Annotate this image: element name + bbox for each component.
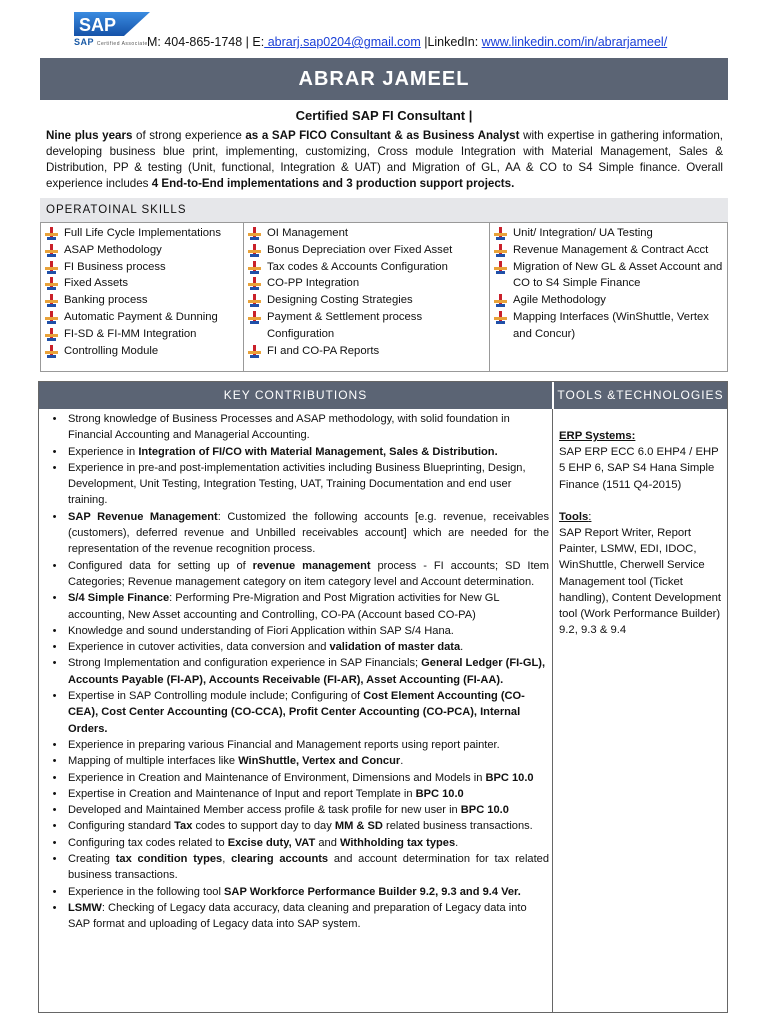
contribution-item — [41, 737, 549, 753]
column-divider — [552, 409, 553, 1012]
pin-icon — [45, 261, 58, 274]
skill-label: Payment & Settlement process Configuration — [267, 310, 423, 340]
tools-panel — [559, 428, 723, 638]
contribution-text: Expertise in Creation and Maintenance of Input and report Template in BPC 10.0 — [68, 787, 464, 800]
bullet-icon: • — [52, 461, 57, 474]
contribution-item — [41, 786, 549, 802]
skill-label: Tax codes & Accounts Configuration — [267, 260, 448, 273]
skill-label: Revenue Management & Contract Acct — [513, 243, 709, 256]
skill-label: ASAP Methodology — [64, 243, 162, 256]
bullet-icon: • — [52, 787, 57, 800]
contribution-item — [41, 509, 549, 558]
skills-section-title: OPERATOINAL SKILLS — [40, 198, 728, 222]
pin-icon — [45, 227, 58, 240]
skill-label: FI-SD & FI-MM Integration — [64, 327, 197, 340]
contribution-text: Configuring tax codes related to Excise duty, VAT and Withholding tax types. — [68, 836, 459, 849]
contribution-item — [41, 460, 549, 509]
bullet-icon: • — [52, 804, 57, 817]
skill-label: FI and CO-PA Reports — [267, 344, 380, 357]
tools-text: SAP Report Writer, Report Painter, LSMW, EDI, IDOC, WinShuttle, Cherwell Service Management tool (Ticket handling), Content Development tool (Work Performance Builder) 9.2, 9.3 & 9.4 — [559, 527, 722, 637]
contribution-text: Experience in pre-and post-implementation activities including Business Blueprinting, Design, Development, Unit Testing, Integration Testing, UAT, Training Documentation and end user training. — [68, 461, 526, 507]
contributions-list — [41, 411, 549, 933]
skill-item — [45, 259, 239, 276]
pin-icon — [248, 261, 261, 274]
skills-column-3 — [490, 223, 727, 371]
skill-label: Designing Costing Strategies — [267, 294, 413, 307]
linkedin-label: |LinkedIn: — [420, 35, 482, 49]
skill-label: Bonus Depreciation over Fixed Asset — [267, 243, 453, 256]
pin-icon — [494, 294, 507, 307]
pin-icon — [45, 244, 58, 257]
contribution-item — [41, 639, 549, 655]
skill-item — [45, 242, 239, 259]
skill-item — [45, 326, 239, 343]
skill-item — [248, 259, 485, 276]
skills-table — [40, 222, 728, 372]
skill-item — [248, 292, 485, 309]
bullet-icon: • — [52, 901, 57, 914]
contribution-text: Developed and Maintained Member access profile & task profile for new user in BPC 10.0 — [68, 804, 509, 817]
pin-icon — [494, 244, 507, 257]
sap-logo-text: SAP — [79, 15, 117, 35]
skill-label: Banking process — [64, 294, 148, 307]
pin-icon — [45, 328, 58, 341]
skill-item — [45, 292, 239, 309]
contribution-text: SAP Revenue Management: Customized the following accounts [e.g. revenue, receivables (customers), deferred revenue and Unbilled receivables account] which are needed for the representation of the revenue recognition process. — [68, 510, 549, 556]
sap-certified-logo — [74, 12, 150, 50]
pin-icon — [248, 277, 261, 290]
skill-item — [45, 309, 239, 326]
contribution-text: Expertise in SAP Controlling module include; Configuring of Cost Element Accounting (CO-CEA), Cost Center Accounting (CO-CCA), Profit Center Accounting (CO-PCA), Internal Orders. — [68, 690, 525, 735]
contributions-table — [38, 381, 728, 1013]
contribution-text: Experience in Integration of FI/CO with Material Management, Sales & Distribution. — [68, 445, 498, 458]
contribution-text: Experience in the following tool SAP Workforce Performance Builder 9.2, 9.3 and 9.4 Ver. — [68, 885, 521, 898]
bullet-icon: • — [52, 592, 57, 605]
contribution-item — [41, 444, 549, 460]
contact-line — [147, 35, 667, 49]
erp-systems-text: SAP ERP ECC 6.0 EHP4 / EHP 5 EHP 6, SAP S4 Hana Simple Finance (1511 Q4-2015) — [559, 446, 719, 491]
contribution-item — [41, 884, 549, 900]
contribution-item — [41, 558, 549, 591]
contribution-text: Experience in Creation and Maintenance of Environment, Dimensions and Models in BPC 10.0 — [68, 771, 534, 784]
skill-label: Full Life Cycle Implementations — [64, 227, 221, 239]
contribution-text: Mapping of multiple interfaces like WinShuttle, Vertex and Concur. — [68, 755, 404, 768]
contribution-text: Configuring standard Tax codes to support day to day MM & SD related business transactions. — [68, 820, 533, 833]
skill-label: CO-PP Integration — [267, 277, 360, 290]
skill-label: Unit/ Integration/ UA Testing — [513, 227, 653, 239]
skill-label: Automatic Payment & Dunning — [64, 310, 218, 323]
skill-item — [248, 242, 485, 259]
tools-heading: Tools: — [559, 510, 592, 523]
contribution-text: Experience in preparing various Financial and Management reports using report painter. — [68, 738, 500, 751]
contribution-item — [41, 818, 549, 834]
contribution-item — [41, 770, 549, 786]
skill-item — [45, 343, 239, 360]
contribution-item — [41, 900, 549, 933]
skill-item — [494, 309, 723, 343]
bullet-icon: • — [52, 641, 57, 654]
pin-icon — [45, 294, 58, 307]
pin-icon — [248, 244, 261, 257]
contribution-item — [41, 835, 549, 851]
skill-label: Controlling Module — [64, 344, 159, 357]
pin-icon — [45, 311, 58, 324]
skill-item — [45, 225, 239, 242]
tools-header: TOOLS &TECHNOLOGIES — [554, 382, 727, 409]
skill-item — [494, 292, 723, 309]
name-banner: ABRAR JAMEEL — [40, 58, 728, 100]
skill-label: Agile Methodology — [513, 294, 606, 307]
skill-item — [494, 225, 723, 242]
bullet-icon: • — [52, 510, 57, 523]
phone-text: M: 404-865-1748 | E: — [147, 35, 265, 49]
bullet-icon: • — [52, 853, 57, 866]
contribution-text: S/4 Simple Finance: Performing Pre-Migration and Post Migration activities for New GL accounting, New Asset accounting and Controlling, CO-PA (Account based CO-PA) — [68, 592, 500, 621]
contribution-text: Configured data for setting up of revenue management process - FI accounts; SD Item Categories; Revenue management category on item category level and Account determination. — [68, 559, 549, 588]
pin-icon — [494, 227, 507, 240]
contribution-item — [41, 411, 549, 444]
skill-item — [248, 225, 485, 242]
contribution-item — [41, 753, 549, 769]
pin-icon — [494, 261, 507, 274]
skill-item — [494, 259, 723, 293]
bullet-icon: • — [52, 738, 57, 751]
contribution-item — [41, 851, 549, 884]
job-title: Certified SAP FI Consultant | — [295, 108, 473, 123]
erp-systems-heading: ERP Systems: — [559, 430, 636, 442]
skill-item — [45, 275, 239, 292]
skills-column-1 — [41, 223, 244, 371]
pin-icon — [248, 311, 261, 324]
skill-label: Migration of New GL & Asset Account and CO to S4 Simple Finance — [513, 260, 723, 290]
contribution-text: Strong knowledge of Business Processes and ASAP methodology, with solid foundation in Financial Accounting and Managerial Accounting. — [68, 413, 510, 442]
pin-icon — [45, 345, 58, 358]
bullet-icon: • — [52, 690, 57, 703]
sap-certified-text: SAP Certified Associate — [74, 37, 148, 47]
contribution-item — [41, 802, 549, 818]
contribution-item — [41, 623, 549, 639]
bullet-icon: • — [52, 755, 57, 768]
pin-icon — [45, 277, 58, 290]
contribution-text: Strong Implementation and configuration experience in SAP Financials; General Ledger (FI-GL), Accounts Payable (FI-AP), Accounts Receivable (FI-AR), Asset Accounting (FI-AA). — [68, 657, 546, 686]
contribution-item — [41, 655, 549, 688]
pin-icon — [248, 227, 261, 240]
skill-label: Mapping Interfaces (WinShuttle, Vertex and Concur) — [513, 310, 709, 340]
contribution-text: Creating tax condition types, clearing accounts and account determination for tax related business transactions. — [68, 853, 549, 882]
bullet-icon: • — [52, 836, 57, 849]
sap-logo-icon — [74, 12, 150, 36]
professional-summary: Nine plus years of strong experience as a SAP FICO Consultant & as Business Analyst with expertise in gathering information, developing business blue print, implementing, customizing, Cross module Integration with Material Management, Sales & Distribution, PP & testing (Unit, functional, Integration & UAT) and Migration of GL, AA & CO to S4 Simple finance. Overall experience includes 4 End-to-End implementations and 3 production support projects. — [46, 129, 723, 190]
bullet-icon: • — [52, 885, 57, 898]
bullet-icon: • — [52, 445, 57, 458]
skill-item — [494, 242, 723, 259]
contribution-text: Experience in cutover activities, data conversion and validation of master data. — [68, 641, 464, 654]
skill-item — [248, 309, 485, 343]
email-link[interactable]: abrarj.sap0204@gmail.com — [264, 35, 421, 49]
linkedin-link[interactable]: www.linkedin.com/in/abrarjameel/ — [481, 35, 668, 49]
skill-label: Fixed Assets — [64, 277, 129, 290]
skill-item — [248, 343, 485, 360]
bullet-icon: • — [52, 771, 57, 784]
key-contributions-header: KEY CONTRIBUTIONS — [39, 382, 552, 409]
pin-icon — [248, 294, 261, 307]
skill-label: OI Management — [267, 227, 349, 239]
contribution-item — [41, 590, 549, 623]
contribution-text: LSMW: Checking of Legacy data accuracy, data cleaning and preparation of Legacy data into SAP format and uploading of Legacy data into SAP system. — [68, 901, 527, 931]
skill-item — [248, 275, 485, 292]
skills-column-2 — [244, 223, 490, 371]
bullet-icon: • — [52, 413, 57, 425]
pin-icon — [248, 345, 261, 358]
skill-label: FI Business process — [64, 260, 166, 273]
header-logo-area — [74, 10, 150, 50]
contribution-item — [41, 688, 549, 737]
bullet-icon: • — [52, 657, 57, 670]
bullet-icon: • — [52, 624, 57, 637]
bullet-icon: • — [52, 559, 57, 572]
bullet-icon: • — [52, 820, 57, 833]
contribution-text: Knowledge and sound understanding of Fiori Application within SAP S/4 Hana. — [68, 624, 454, 637]
pin-icon — [494, 311, 507, 324]
